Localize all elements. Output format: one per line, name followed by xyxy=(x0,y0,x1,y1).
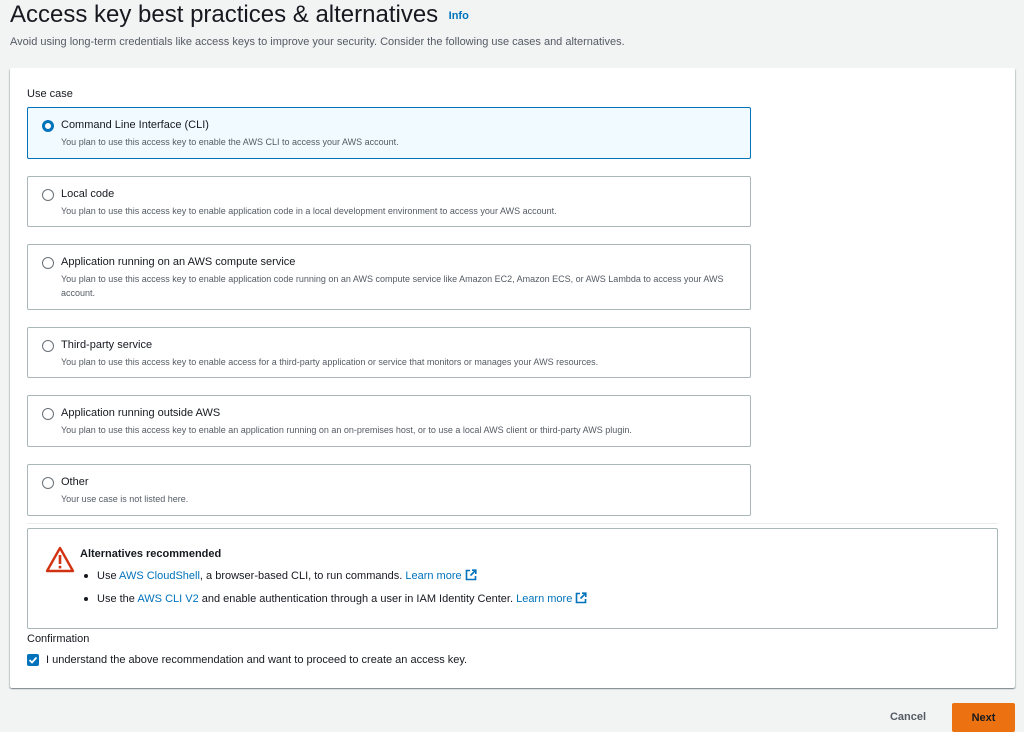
use-case-option-cli[interactable] xyxy=(27,107,751,159)
cancel-button[interactable]: Cancel xyxy=(889,711,927,723)
aws-cloudshell-link[interactable]: AWS CloudShell xyxy=(119,570,200,582)
next-button[interactable]: Next xyxy=(952,703,1015,732)
use-case-option-other[interactable] xyxy=(27,464,751,516)
option-title: Local code xyxy=(61,188,115,200)
list-item xyxy=(80,569,587,592)
external-link-icon[interactable] xyxy=(465,569,477,581)
radio-button[interactable] xyxy=(42,477,54,489)
use-case-label: Use case xyxy=(27,88,73,100)
confirmation-label: Confirmation xyxy=(27,633,90,645)
divider xyxy=(27,523,998,524)
warning-icon xyxy=(45,546,75,573)
learn-more-link[interactable]: Learn more xyxy=(516,593,573,605)
use-case-option-third-party[interactable] xyxy=(27,327,751,378)
external-link-icon[interactable] xyxy=(575,592,587,604)
option-title: Application running on an AWS compute service xyxy=(61,256,296,268)
bullet xyxy=(84,574,88,578)
option-description: You plan to use this access key to enable an application running on an on-premises host, or to use a local AWS client or third-party AWS plugin. xyxy=(61,425,632,435)
use-case-option-aws-compute[interactable] xyxy=(27,244,751,310)
option-description: Your use case is not listed here. xyxy=(61,494,189,504)
alert-title: Alternatives recommended xyxy=(80,548,222,560)
radio-button[interactable] xyxy=(42,257,54,269)
item-prefix: Use xyxy=(97,570,120,582)
use-case-panel xyxy=(10,68,1015,688)
option-description: You plan to use this access key to enable access for a third-party application or service that monitors or manages your AWS resources. xyxy=(61,357,599,367)
alert-list xyxy=(80,569,587,615)
aws-cli-v2-link[interactable]: AWS CLI V2 xyxy=(137,593,199,605)
confirmation-checkbox[interactable] xyxy=(27,654,39,666)
option-title: Other xyxy=(61,476,89,488)
radio-button[interactable] xyxy=(42,340,54,352)
confirmation-text[interactable]: I understand the above recommendation and want to proceed to create an access key. xyxy=(46,654,468,666)
list-item xyxy=(80,592,587,615)
item-suffix: and enable authentication through a user in IAM Identity Center. xyxy=(198,593,517,605)
option-description: You plan to use this access key to enable the AWS CLI to access your AWS account. xyxy=(61,137,399,147)
option-title: Command Line Interface (CLI) xyxy=(61,119,209,131)
learn-more-link[interactable]: Learn more xyxy=(405,570,462,582)
radio-button[interactable] xyxy=(42,189,54,201)
use-case-option-outside-aws[interactable] xyxy=(27,395,751,447)
page-header xyxy=(10,0,625,49)
option-title: Third-party service xyxy=(61,339,153,351)
item-suffix: , a browser-based CLI, to run commands. xyxy=(199,570,406,582)
option-description: You plan to use this access key to enable application code running on an AWS compute service like Amazon EC2, Amazon ECS, or AWS Lambda to access your AWS account. xyxy=(61,274,724,298)
option-title: Application running outside AWS xyxy=(61,407,221,419)
bullet xyxy=(84,597,88,601)
item-prefix: Use the xyxy=(97,593,138,605)
alternatives-alert xyxy=(27,528,998,629)
checkmark-icon xyxy=(28,655,38,665)
option-description: You plan to use this access key to enable application code in a local development environment to access your AWS account. xyxy=(61,206,557,216)
radio-button-selected[interactable] xyxy=(42,120,54,132)
use-case-option-local-code[interactable] xyxy=(27,176,751,227)
info-link[interactable]: Info xyxy=(448,10,469,22)
page-title: Access key best practices & alternatives xyxy=(10,1,439,28)
radio-button[interactable] xyxy=(42,408,54,420)
page-description: Avoid using long-term credentials like access keys to improve your security. Consider the following use cases and alternatives. xyxy=(10,36,625,48)
